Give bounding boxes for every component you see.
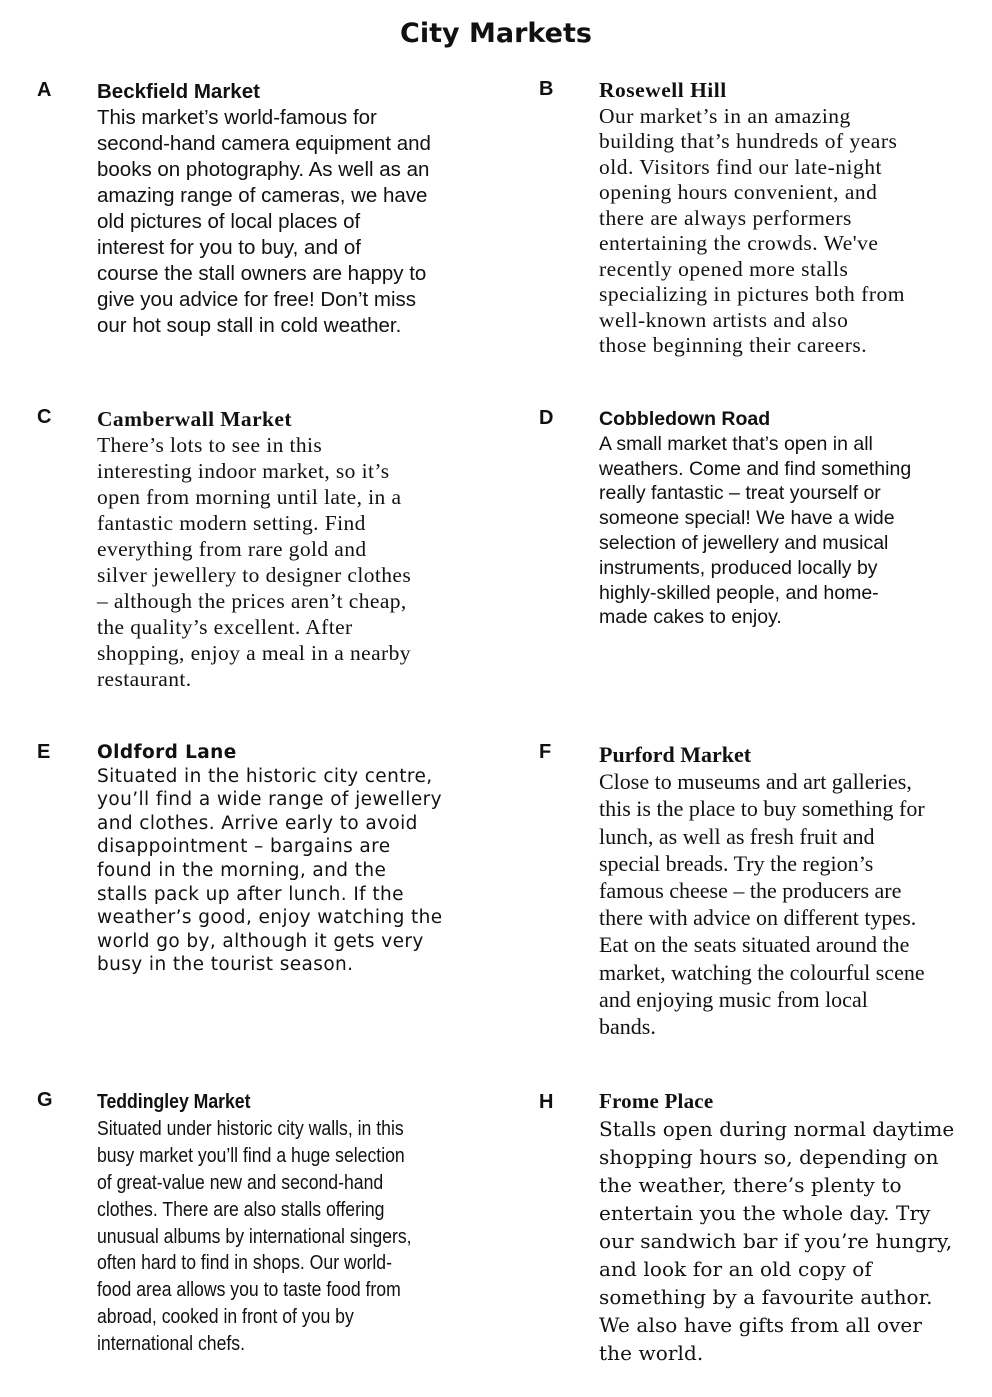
market-description: Close to museums and art galleries, this is the place to buy something for lunch, as well as fresh fruit and special breads. Try the region’s famous cheese – the producers are there with advice on different types. Eat on the seats situated around the market, watching the colourful scene and enjoying music from local bands. (599, 769, 925, 1040)
market-name: Teddingley Market (97, 1090, 251, 1113)
market-name: Cobbledown Road (599, 408, 771, 430)
entry-letter: H (539, 1091, 554, 1113)
market-description: Situated in the historic city centre, you’ll find a wide range of jewellery and clothes. Arrive early to avoid disappointment – bargains are found in the morning, and the stalls pack up after lunch. If the weather’s good, enjoy watching the world go by, although it gets very busy in the tourist season. (97, 765, 443, 976)
market-description: Situated under historic city walls, in this busy market you’ll find a huge selection of great-value new and second-hand clothes. There are also stalls offering unusual albums by international singers, often hard to find in shops. Our world- food area allows you to taste food from abroad, cooked in front of you by international chefs. (97, 1116, 412, 1356)
entry-letter: A (37, 79, 52, 101)
entry-letter: E (37, 741, 51, 763)
market-description: Our market’s in an amazing building that’s hundreds of years old. Visitors find our late-night opening hours convenient, and there are always performers entertaining the crowds. We've recently opened more stalls specializing in pictures both from well-known artists and also those beginning their careers. (599, 103, 905, 357)
market-name: Oldford Lane (97, 742, 237, 763)
entry-content (97, 406, 457, 692)
market-description: This market’s world-famous for second-hand camera equipment and books on photography. As well as an amazing range of cameras, we have old pictures of local places of interest for you to buy, and of course the stall owners are happy to give you advice for free! Don’t miss our hot soup stall in cold weather. (97, 106, 431, 337)
entry-content (599, 1087, 979, 1367)
market-description: There’s lots to see in this interesting indoor market, so it’s open from morning until late, in a fantastic modern setting. Find everything from rare gold and silver jewellery to designer clothes – although the prices aren’t cheap, the quality’s excellent. After shopping, enjoy a meal in a nearby restaurant. (97, 433, 412, 691)
entry-letter: D (539, 407, 554, 429)
entry-content (599, 78, 959, 359)
market-name: Purford Market (599, 742, 752, 767)
market-name: Rosewell Hill (599, 78, 727, 102)
entry-letter: C (37, 406, 52, 428)
page-title: City Markets (400, 18, 592, 49)
market-description: Stalls open during normal daytime shopping hours so, depending on the weather, there’s plenty to entertain you the whole day. Try our sandwich bar if you’re hungry, and look for an old copy of something by a favourite author. We also have gifts from all over the world. (599, 1117, 955, 1365)
market-name: Camberwall Market (97, 407, 292, 431)
entry-content (97, 1089, 458, 1358)
entry-content (599, 741, 959, 1040)
entry-content (97, 741, 457, 977)
entry-content (599, 407, 959, 630)
market-name: Frome Place (599, 1089, 714, 1113)
entry-content (97, 79, 457, 339)
entry-letter: B (539, 78, 554, 100)
market-name: Beckfield Market (97, 80, 260, 103)
market-description: A small market that’s open in all weathers. Come and find something really fantastic – treat yourself or someone special! We have a wide selection of jewellery and musical instruments, produced locally by highly-skilled people, and home- made cakes to enjoy. (599, 432, 912, 629)
entry-letter: G (37, 1089, 53, 1111)
entry-letter: F (539, 741, 552, 763)
